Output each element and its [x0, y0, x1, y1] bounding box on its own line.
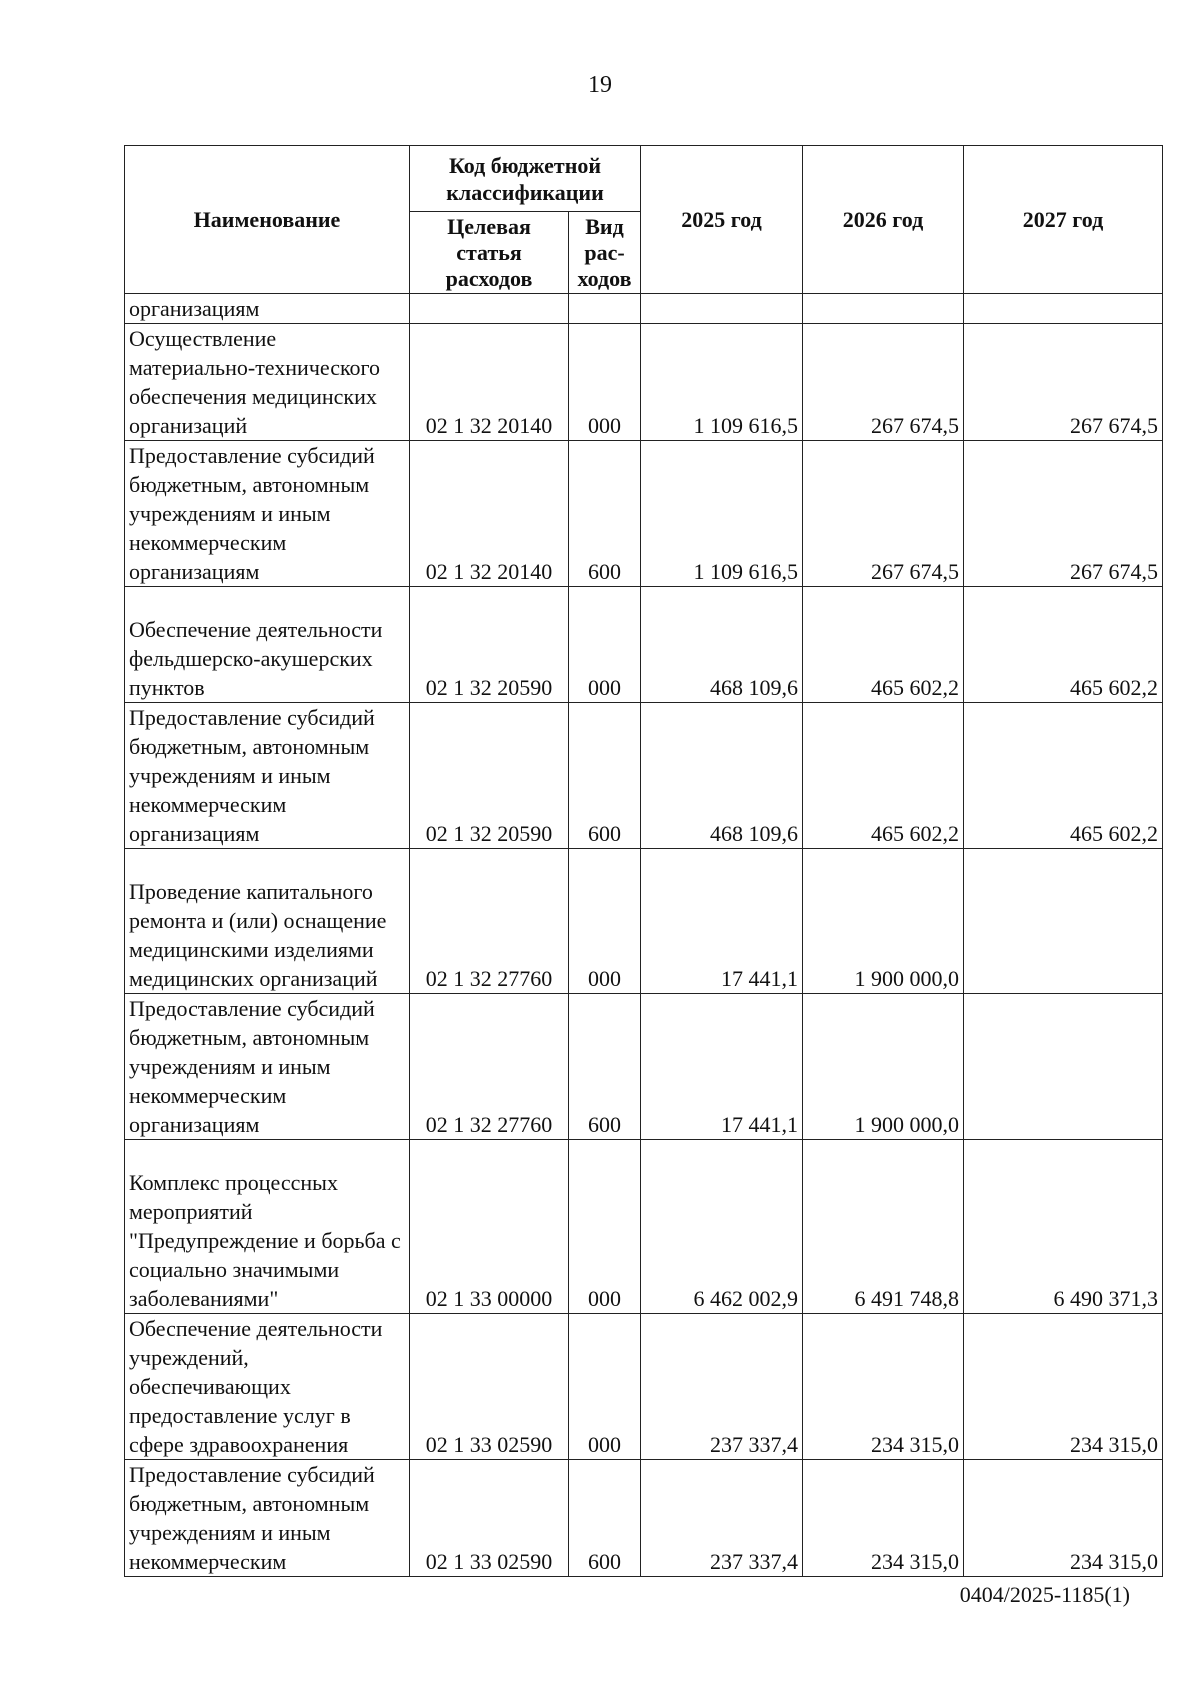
cell-2025: 1 109 616,5: [641, 324, 803, 441]
cell-expense-type: 000: [569, 849, 641, 994]
cell-2026: 234 315,0: [803, 1314, 964, 1460]
table-row: [125, 849, 1163, 994]
cell-2025: 237 337,4: [641, 1314, 803, 1460]
cell-name: Предоставление субсидий бюджетным, автономным учреждениям и иным некоммерческим организациям: [125, 441, 410, 587]
cell-name: Обеспечение деятельности учреждений, обеспечивающих предоставление услуг в сфере здравоохранения: [125, 1314, 410, 1460]
cell-target-article: 02 1 32 20590: [410, 703, 569, 849]
cell-2026: 1 900 000,0: [803, 994, 964, 1140]
budget-table: [124, 145, 1163, 1577]
header-name: Наименование: [125, 146, 410, 294]
cell-expense-type: 600: [569, 994, 641, 1140]
cell-2025: 468 109,6: [641, 703, 803, 849]
cell-name: Предоставление субсидий бюджетным, автономным учреждениям и иным некоммерческим организациям: [125, 703, 410, 849]
cell-2025: 6 462 002,9: [641, 1140, 803, 1314]
cell-2025: 237 337,4: [641, 1460, 803, 1577]
cell-2027: [964, 994, 1163, 1140]
cell-expense-type: 000: [569, 587, 641, 703]
cell-2026: 234 315,0: [803, 1460, 964, 1577]
cell-target-article: [410, 294, 569, 324]
cell-2027: 267 674,5: [964, 324, 1163, 441]
table-row: [125, 324, 1163, 441]
cell-target-article: 02 1 33 02590: [410, 1460, 569, 1577]
document-code: 0404/2025-1185(1): [959, 1582, 1130, 1607]
cell-expense-type: 000: [569, 1140, 641, 1314]
cell-2027: [964, 294, 1163, 324]
table-header-row: [125, 146, 1163, 212]
cell-2025: [641, 294, 803, 324]
table-row: [125, 994, 1163, 1140]
header-budget-code: Код бюджетной классификации: [410, 146, 641, 212]
cell-2025: 468 109,6: [641, 587, 803, 703]
table-row: [125, 441, 1163, 587]
table-row: [125, 1314, 1163, 1460]
cell-2027: 234 315,0: [964, 1314, 1163, 1460]
cell-2027: 234 315,0: [964, 1460, 1163, 1577]
cell-name: организациям: [125, 294, 410, 324]
cell-target-article: 02 1 32 20140: [410, 324, 569, 441]
cell-target-article: 02 1 32 20590: [410, 587, 569, 703]
cell-2027: 465 602,2: [964, 703, 1163, 849]
table-row: [125, 703, 1163, 849]
cell-target-article: 02 1 32 27760: [410, 994, 569, 1140]
cell-expense-type: [569, 294, 641, 324]
cell-name: Предоставление субсидий бюджетным, автономным учреждениям и иным некоммерческим организациям: [125, 994, 410, 1140]
cell-expense-type: 600: [569, 1460, 641, 1577]
cell-2025: 17 441,1: [641, 994, 803, 1140]
cell-2026: 465 602,2: [803, 703, 964, 849]
table-row: [125, 1140, 1163, 1314]
cell-2026: [803, 294, 964, 324]
cell-name: Предоставление субсидий бюджетным, автономным учреждениям и иным некоммерческим: [125, 1460, 410, 1577]
header-target-article: Целевая статья расходов: [410, 212, 569, 294]
cell-name: Проведение капитального ремонта и (или) оснащение медицинскими изделиями медицинских организаций: [125, 849, 410, 994]
cell-target-article: 02 1 33 02590: [410, 1314, 569, 1460]
cell-target-article: 02 1 33 00000: [410, 1140, 569, 1314]
cell-name: Комплекс процессных мероприятий "Предупреждение и борьба с социально значимыми заболеваниями": [125, 1140, 410, 1314]
cell-expense-type: 000: [569, 324, 641, 441]
cell-target-article: 02 1 32 27760: [410, 849, 569, 994]
cell-2026: 465 602,2: [803, 587, 964, 703]
cell-2026: 6 491 748,8: [803, 1140, 964, 1314]
cell-2027: 465 602,2: [964, 587, 1163, 703]
table-row: [125, 1460, 1163, 1577]
cell-name: Осуществление материально-технического обеспечения медицинских организаций: [125, 324, 410, 441]
header-2026: 2026 год: [803, 146, 964, 294]
cell-2025: 17 441,1: [641, 849, 803, 994]
header-2025: 2025 год: [641, 146, 803, 294]
table-row: [125, 587, 1163, 703]
cell-2027: 267 674,5: [964, 441, 1163, 587]
cell-expense-type: 000: [569, 1314, 641, 1460]
header-expense-type: Вид рас-ходов: [569, 212, 641, 294]
cell-expense-type: 600: [569, 703, 641, 849]
page-number: 19: [588, 72, 612, 98]
cell-2026: 267 674,5: [803, 324, 964, 441]
table-row: [125, 294, 1163, 324]
cell-2026: 267 674,5: [803, 441, 964, 587]
cell-name: Обеспечение деятельности фельдшерско-акушерских пунктов: [125, 587, 410, 703]
cell-2027: 6 490 371,3: [964, 1140, 1163, 1314]
cell-target-article: 02 1 32 20140: [410, 441, 569, 587]
cell-2026: 1 900 000,0: [803, 849, 964, 994]
cell-2025: 1 109 616,5: [641, 441, 803, 587]
cell-expense-type: 600: [569, 441, 641, 587]
header-2027: 2027 год: [964, 146, 1163, 294]
cell-2027: [964, 849, 1163, 994]
